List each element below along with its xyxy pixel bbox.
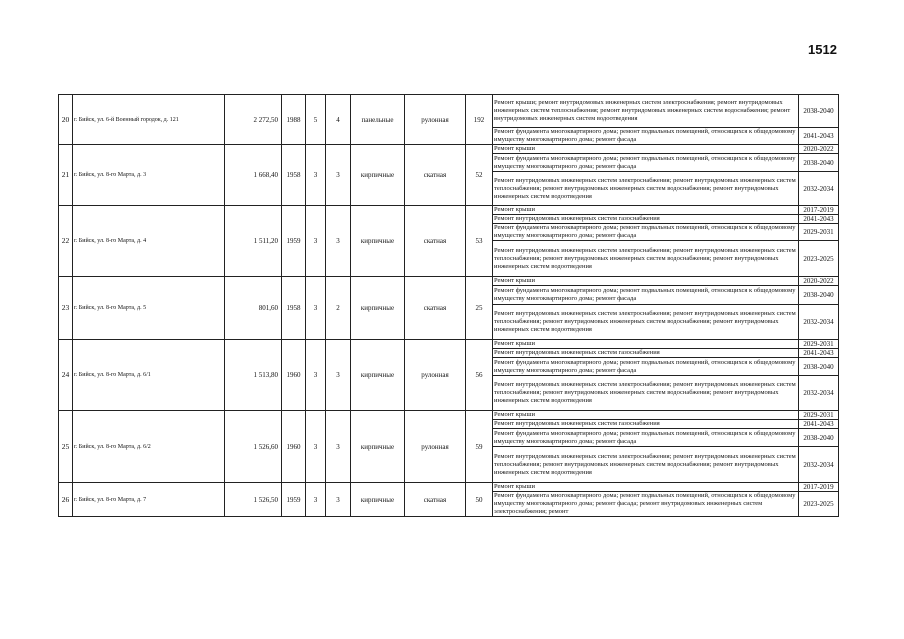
- work-description-cell: Ремонт внутридомовых инженерных систем электроснабжения; ремонт внутридомовых инженерных систем теплоснабжения; ремонт внутридомовых инженерных систем водоснабжения; ремонт внутридомовых инженерных систем водоотведения: [493, 241, 799, 277]
- residents-cell: 56: [466, 340, 493, 411]
- address-cell: г. Бийск, ул. 8-го Марта, д. 3: [73, 145, 225, 206]
- table-row: [59, 483, 839, 492]
- floors-cell: 3: [306, 145, 326, 206]
- floors-cell: 3: [306, 411, 326, 483]
- housing-table-sheet: [58, 94, 838, 572]
- work-description-cell: Ремонт внутридомовых инженерных систем электроснабжения; ремонт внутридомовых инженерных систем теплоснабжения; ремонт внутридомовых инженерных систем водоснабжения; ремонт внутридомовых инженерных систем водоотведения: [493, 172, 799, 206]
- work-period-cell: 2029-2031: [799, 340, 839, 349]
- area-cell: 1 526,50: [225, 483, 282, 517]
- work-period-cell: 2020-2022: [799, 277, 839, 286]
- year-cell: 1958: [282, 277, 306, 340]
- row-number: 23: [59, 277, 73, 340]
- residents-cell: 52: [466, 145, 493, 206]
- work-period-cell: 2017-2019: [799, 206, 839, 215]
- page-number: 1512: [808, 42, 837, 57]
- residents-cell: 53: [466, 206, 493, 277]
- table-body: [59, 95, 839, 517]
- work-period-cell: 2038-2040: [799, 358, 839, 376]
- year-cell: 1958: [282, 145, 306, 206]
- area-cell: 1 513,80: [225, 340, 282, 411]
- table-row: [59, 411, 839, 420]
- area-cell: 2 272,50: [225, 95, 282, 145]
- work-period-cell: 2023-2025: [799, 492, 839, 517]
- work-description-cell: Ремонт фундамента многоквартирного дома; ремонт подвальных помещений, относящихся к общедомовому имуществу многоквартирного дома; ремонт фасада: [493, 224, 799, 241]
- work-period-cell: 2020-2022: [799, 145, 839, 154]
- row-number: 24: [59, 340, 73, 411]
- row-number: 20: [59, 95, 73, 145]
- table-row: [59, 206, 839, 215]
- address-cell: г. Бийск, ул. 8-го Марта, д. 4: [73, 206, 225, 277]
- address-cell: г. Бийск, ул. 6-й Военный городок, д. 121: [73, 95, 225, 145]
- address-cell: г. Бийск, ул. 8-го Марта, д. 6/1: [73, 340, 225, 411]
- work-period-cell: 2032-2034: [799, 447, 839, 483]
- work-period-cell: 2041-2043: [799, 215, 839, 224]
- work-period-cell: 2038-2040: [799, 95, 839, 128]
- table-row: [59, 95, 839, 128]
- entrances-cell: 3: [326, 483, 351, 517]
- work-description-cell: Ремонт внутридомовых инженерных систем газоснабжения: [493, 349, 799, 358]
- wall-material-cell: кирпичные: [351, 277, 405, 340]
- year-cell: 1959: [282, 483, 306, 517]
- entrances-cell: 2: [326, 277, 351, 340]
- table-row: [59, 277, 839, 286]
- work-description-cell: Ремонт фундамента многоквартирного дома; ремонт подвальных помещений, относящихся к общедомовому имуществу многоквартирного дома; ремонт фасада: [493, 429, 799, 447]
- floors-cell: 3: [306, 483, 326, 517]
- wall-material-cell: кирпичные: [351, 145, 405, 206]
- floors-cell: 3: [306, 340, 326, 411]
- work-description-cell: Ремонт внутридомовых инженерных систем газоснабжения: [493, 420, 799, 429]
- table-row: [59, 145, 839, 154]
- area-cell: 1 526,60: [225, 411, 282, 483]
- work-period-cell: 2041-2043: [799, 349, 839, 358]
- work-description-cell: Ремонт фундамента многоквартирного дома; ремонт подвальных помещений, относящихся к общедомовому имуществу многоквартирного дома; ремонт фасада: [493, 128, 799, 145]
- work-period-cell: 2029-2031: [799, 224, 839, 241]
- row-number: 22: [59, 206, 73, 277]
- work-period-cell: 2032-2034: [799, 305, 839, 340]
- address-cell: г. Бийск, ул. 8-го Марта, д. 6/2: [73, 411, 225, 483]
- wall-material-cell: кирпичные: [351, 483, 405, 517]
- work-period-cell: 2032-2034: [799, 172, 839, 206]
- address-cell: г. Бийск, ул. 8-го Марта, д. 5: [73, 277, 225, 340]
- wall-material-cell: кирпичные: [351, 411, 405, 483]
- work-description-cell: Ремонт внутридомовых инженерных систем электроснабжения; ремонт внутридомовых инженерных систем теплоснабжения; ремонт внутридомовых инженерных систем водоснабжения; ремонт внутридомовых инженерных систем водоотведения: [493, 447, 799, 483]
- year-cell: 1960: [282, 340, 306, 411]
- work-description-cell: Ремонт крыши: [493, 277, 799, 286]
- work-description-cell: Ремонт крыши: [493, 340, 799, 349]
- residents-cell: 25: [466, 277, 493, 340]
- work-description-cell: Ремонт фундамента многоквартирного дома; ремонт подвальных помещений, относящихся к общедомовому имуществу многоквартирного дома; ремонт фасада; ремонт внутридомовых инженерных систем электроснабжения; ремонт: [493, 492, 799, 517]
- area-cell: 801,60: [225, 277, 282, 340]
- work-period-cell: 2023-2025: [799, 241, 839, 277]
- work-period-cell: 2038-2040: [799, 429, 839, 447]
- residents-cell: 50: [466, 483, 493, 517]
- roof-type-cell: рулонная: [405, 95, 466, 145]
- roof-type-cell: скатная: [405, 277, 466, 340]
- entrances-cell: 4: [326, 95, 351, 145]
- work-description-cell: Ремонт крыши; ремонт внутридомовых инженерных систем электроснабжения; ремонт внутридомовых инженерных систем теплоснабжения; ремонт внутридомовых инженерных систем водоснабжения; ремонт внутридомовых инженерных систем водоотведения: [493, 95, 799, 128]
- roof-type-cell: рулонная: [405, 411, 466, 483]
- address-cell: г. Бийск, ул. 8-го Марта, д. 7: [73, 483, 225, 517]
- work-description-cell: Ремонт фундамента многоквартирного дома; ремонт подвальных помещений, относящихся к общедомовому имуществу многоквартирного дома; ремонт фасада: [493, 358, 799, 376]
- row-number: 21: [59, 145, 73, 206]
- row-number: 26: [59, 483, 73, 517]
- floors-cell: 3: [306, 277, 326, 340]
- work-description-cell: Ремонт внутридомовых инженерных систем газоснабжения: [493, 215, 799, 224]
- housing-repair-table: [58, 94, 839, 517]
- residents-cell: 59: [466, 411, 493, 483]
- wall-material-cell: кирпичные: [351, 340, 405, 411]
- row-number: 25: [59, 411, 73, 483]
- work-description-cell: Ремонт фундамента многоквартирного дома; ремонт подвальных помещений, относящихся к общедомовому имуществу многоквартирного дома; ремонт фасада: [493, 286, 799, 305]
- floors-cell: 5: [306, 95, 326, 145]
- work-description-cell: Ремонт крыши: [493, 145, 799, 154]
- work-period-cell: 2032-2034: [799, 376, 839, 411]
- roof-type-cell: рулонная: [405, 340, 466, 411]
- work-description-cell: Ремонт крыши: [493, 411, 799, 420]
- work-description-cell: Ремонт крыши: [493, 483, 799, 492]
- work-description-cell: Ремонт крыши: [493, 206, 799, 215]
- year-cell: 1960: [282, 411, 306, 483]
- work-period-cell: 2038-2040: [799, 154, 839, 172]
- work-period-cell: 2029-2031: [799, 411, 839, 420]
- work-period-cell: 2041-2043: [799, 128, 839, 145]
- entrances-cell: 3: [326, 206, 351, 277]
- table-row: [59, 340, 839, 349]
- work-description-cell: Ремонт фундамента многоквартирного дома; ремонт подвальных помещений, относящихся к общедомовому имуществу многоквартирного дома; ремонт фасада: [493, 154, 799, 172]
- roof-type-cell: скатная: [405, 206, 466, 277]
- work-description-cell: Ремонт внутридомовых инженерных систем электроснабжения; ремонт внутридомовых инженерных систем теплоснабжения; ремонт внутридомовых инженерных систем водоснабжения; ремонт внутридомовых инженерных систем водоотведения: [493, 305, 799, 340]
- roof-type-cell: скатная: [405, 145, 466, 206]
- entrances-cell: 3: [326, 145, 351, 206]
- entrances-cell: 3: [326, 411, 351, 483]
- year-cell: 1988: [282, 95, 306, 145]
- floors-cell: 3: [306, 206, 326, 277]
- work-description-cell: Ремонт внутридомовых инженерных систем электроснабжения; ремонт внутридомовых инженерных систем теплоснабжения; ремонт внутридомовых инженерных систем водоснабжения; ремонт внутридомовых инженерных систем водоотведения: [493, 376, 799, 411]
- wall-material-cell: кирпичные: [351, 206, 405, 277]
- wall-material-cell: панельные: [351, 95, 405, 145]
- entrances-cell: 3: [326, 340, 351, 411]
- roof-type-cell: скатная: [405, 483, 466, 517]
- area-cell: 1 668,40: [225, 145, 282, 206]
- work-period-cell: 2017-2019: [799, 483, 839, 492]
- year-cell: 1959: [282, 206, 306, 277]
- work-period-cell: 2038-2040: [799, 286, 839, 305]
- work-period-cell: 2041-2043: [799, 420, 839, 429]
- residents-cell: 192: [466, 95, 493, 145]
- area-cell: 1 511,20: [225, 206, 282, 277]
